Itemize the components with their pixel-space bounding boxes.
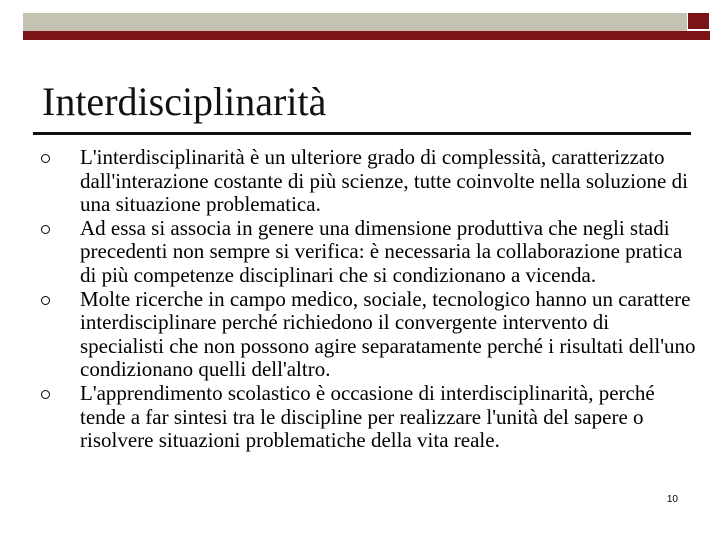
bullet-item bbox=[36, 382, 696, 453]
corner-square-decoration bbox=[688, 13, 709, 30]
hollow-circle-bullet-icon bbox=[41, 390, 50, 399]
bullet-item bbox=[36, 288, 696, 382]
hollow-circle-bullet-icon bbox=[41, 225, 50, 234]
bullet-item bbox=[36, 217, 696, 288]
hollow-circle-bullet-icon bbox=[41, 296, 50, 305]
slide-title: Interdisciplinarità bbox=[42, 79, 327, 124]
slide-number: 10 bbox=[666, 494, 678, 505]
bullet-text: Molte ricerche in campo medico, sociale, tecnologico hanno un carattere interdisciplinare perché richiedono il convergente intervento di specialisti che non possono agire separatamente perché i risultati dell'uno condizionano quelli dell'altro. bbox=[80, 286, 696, 382]
hollow-circle-bullet-icon bbox=[41, 154, 50, 163]
header-band bbox=[23, 13, 687, 31]
header-accent-bar bbox=[23, 31, 710, 40]
title-divider bbox=[33, 132, 691, 135]
bullet-item bbox=[36, 146, 696, 217]
bullet-list bbox=[36, 146, 696, 453]
bullet-text: L'interdisciplinarità è un ulteriore grado di complessità, caratterizzato dall'interazione costante di più scienze, tutte coinvolte nella soluzione di una situazione problematica. bbox=[80, 145, 688, 217]
bullet-text: L'apprendimento scolastico è occasione di interdisciplinarità, perché tende a far sintesi tra le discipline per realizzare l'unità del sapere o risolvere situazioni problematiche della vita reale. bbox=[80, 380, 655, 453]
bullet-text: Ad essa si associa in genere una dimensione produttiva che negli stadi precedenti non sempre si verifica: è necessaria la collaborazione pratica di più competenze disciplinari che si condizionano a vicenda. bbox=[80, 215, 683, 287]
